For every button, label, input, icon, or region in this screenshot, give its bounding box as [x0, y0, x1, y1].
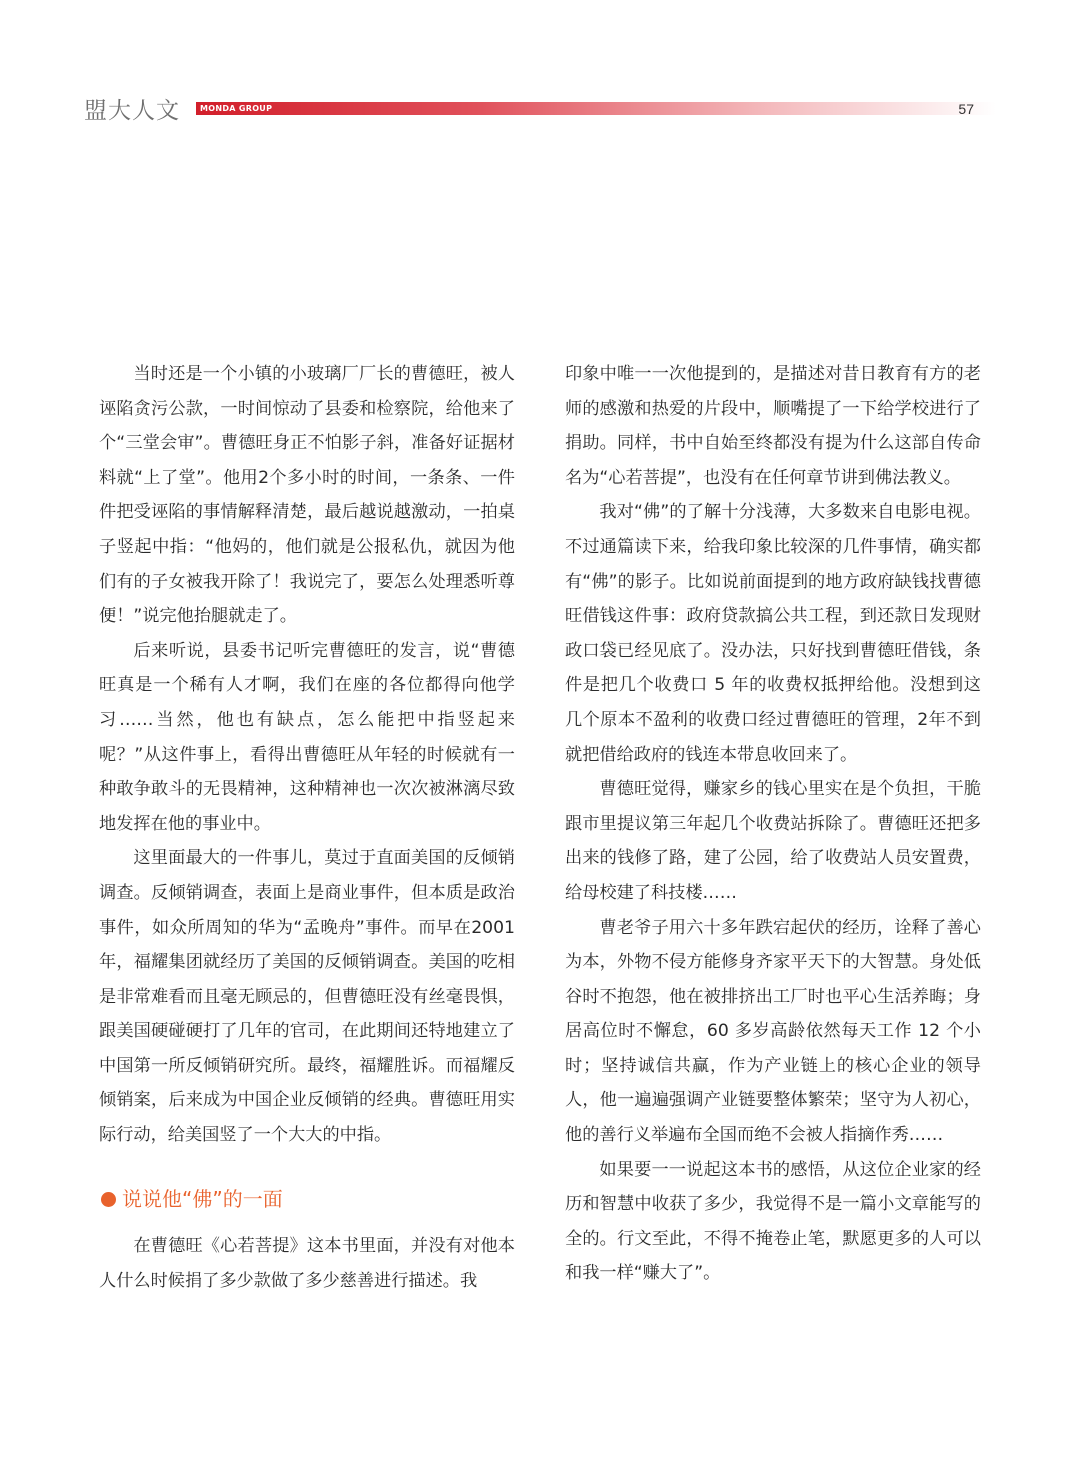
page-header — [84, 94, 990, 130]
orange-bullet-icon — [101, 1192, 116, 1207]
body-paragraph: 当时还是一个小镇的小玻璃厂厂长的曹德旺，被人诬陷贪污公款，一时间惊动了县委和检察院，给他来了个“三堂会审”。曹德旺身正不怕影子斜，准备好证据材料就“上了堂”。他用2个多小时的时间，一条条、一件件把受诬陷的事情解释清楚，最后越说越激动，一拍桌子竖起中指：“他妈的，他们就是公报私仇，就因为他们有的子女被我开除了！我说完了，要怎么处理悉听尊便！”说完他抬腿就走了。 — [99, 364, 515, 627]
section-heading — [101, 1183, 283, 1215]
page-number: 57 — [958, 101, 974, 117]
body-paragraph: 曹老爷子用六十多年跌宕起伏的经历，诠释了善心为本，外物不侵方能修身齐家平天下的大智慧。身处低谷时不抱怨，他在被排挤出工厂时也平心生活养晦；身居高位时不懈怠，60 多岁高龄依然每天工作 12 个小时；坚持诚信共赢，作为产业链上的核心企业的领导人，他一遍遍强调产业链要整体繁荣；坚守为人初心，他的善行义举遍布全国而绝不会被人指摘作秀…… — [565, 917, 981, 1146]
brand-title: 盟大人文 — [84, 98, 180, 124]
body-paragraph: 在曹德旺《心若菩提》这本书里面，并没有对他本人什么时候捐了多少款做了多少慈善进行描述。我 — [99, 1236, 515, 1291]
body-paragraph-continuation: 印象中唯一一次他提到的，是描述对昔日教育有方的老师的感激和热爱的片段中，顺嘴提了一下给学校进行了捐助。同样，书中自始至终都没有提为什么这部自传命名为“心若菩提”，也没有在任何章节讲到佛法教义。 — [565, 364, 981, 488]
right-column — [565, 357, 981, 1291]
brand-english-label: MONDA GROUP — [200, 104, 273, 113]
left-column-section-body — [99, 1229, 515, 1298]
section-heading-text: 说说他“佛”的一面 — [122, 1187, 283, 1211]
left-column — [99, 357, 515, 1153]
body-paragraph: 我对“佛”的了解十分浅薄，大多数来自电影电视。不过通篇读下来，给我印象比较深的几件事情，确实都有“佛”的影子。比如说前面提到的地方政府缺钱找曹德旺借钱这件事：政府贷款搞公共工程，到还款日发现财政口袋已经见底了。没办法，只好找到曹德旺借钱，条件是把几个收费口 5 年的收费权抵押给他。没想到这几个原本不盈利的收费口经过曹德旺的管理，2年不到就把借给政府的钱连本带息收回来了。 — [565, 502, 981, 765]
body-paragraph: 后来听说，县委书记听完曹德旺的发言，说“曹德旺真是一个稀有人才啊，我们在座的各位都得向他学习……当然，他也有缺点，怎么能把中指竖起来呢？”从这件事上，看得出曹德旺从年轻的时候就有一种敢争敢斗的无畏精神，这种精神也一次次被淋漓尽致地发挥在他的事业中。 — [99, 640, 515, 834]
body-paragraph: 曹德旺觉得，赚家乡的钱心里实在是个负担，干脆跟市里提议第三年起几个收费站拆除了。曹德旺还把多出来的钱修了路，建了公园，给了收费站人员安置费，给母校建了科技楼…… — [565, 779, 981, 903]
body-paragraph: 如果要一一说起这本书的感悟，从这位企业家的经历和智慧中收获了多少，我觉得不是一篇小文章能写的全的。行文至此，不得不掩卷止笔，默愿更多的人可以和我一样“赚大了”。 — [565, 1159, 981, 1284]
header-accent-bar — [196, 102, 996, 115]
body-paragraph: 这里面最大的一件事儿，莫过于直面美国的反倾销调查。反倾销调查，表面上是商业事件，但本质是政治事件，如众所周知的华为“孟晚舟”事件。而早在2001年，福耀集团就经历了美国的反倾销调查。美国的吃相是非常难看而且毫无顾忌的，但曹德旺没有丝毫畏惧，跟美国硬碰硬打了几年的官司，在此期间还特地建立了中国第一所反倾销研究所。最终，福耀胜诉。而福耀反倾销案，后来成为中国企业反倾销的经典。曹德旺用实际行动，给美国竖了一个大大的中指。 — [99, 848, 515, 1146]
